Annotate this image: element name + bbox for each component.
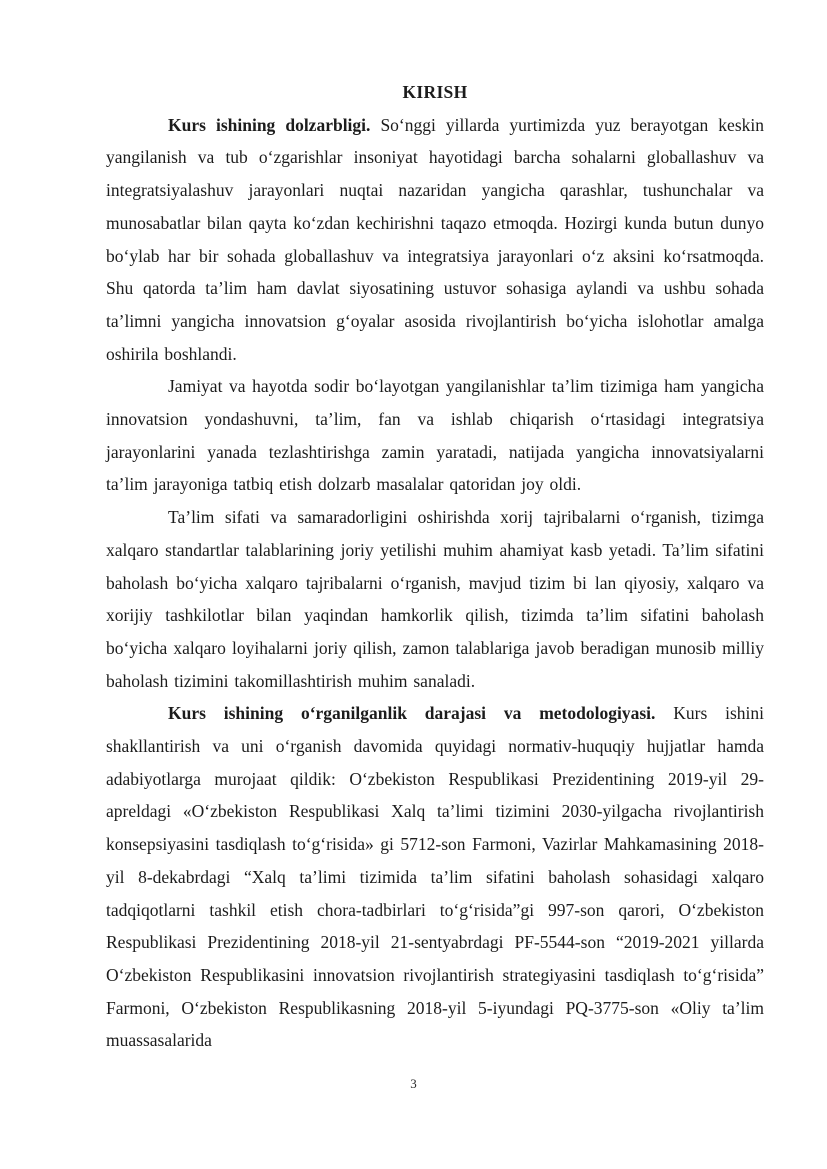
paragraph-text: Jamiyat va hayotda sodir boʻlayotgan yangilanishlar ta’lim tizimiga ham yangicha innovatsion yondashuvni, ta’lim, fan va ishlab chiqarish oʻrtasidagi integratsiya jarayonlarini yanada tezlashtirishga zamin yaratadi, natijada yangicha innovatsiyalarni ta’lim jarayoniga tatbiq etish dolzarb masalalar qatoridan joy oldi. <box>106 376 764 495</box>
paragraph-metodologiyasi <box>106 697 764 1057</box>
paragraph-jamiyat <box>106 370 764 501</box>
paragraph-text: Kurs ishini shakllantirish va uni oʻrganish davomida quyidagi normativ-huquqiy hujjatlar hamda adabiyotlarga murojaat qildik: Oʻzbekiston Respublikasi Prezidentining 2019-yil 29-apreldagi «Oʻzbekiston Respublikasi Xalq ta’limi tizimini 2030-yilgacha rivojlantirish konsepsiyasini tasdiqlash toʻgʻrisida» gi 5712-son Farmoni, Vazirlar Mahkamasining 2018-yil 8-dekabrdagi “Xalq ta’limi tizimida ta’lim sifatini baholash sohasidagi xalqaro tadqiqotlarni tashkil etish chora-tadbirlari toʻgʻrisida”gi 997-son qarori, Oʻzbekiston Respublikasi Prezidentining 2018-yil 21-sentyabrdagi PF-5544-son “2019-2021 yillarda Oʻzbekiston Respublikasini innovatsion rivojlantirish strategiyasini tasdiqlash toʻgʻrisida” Farmoni, Oʻzbekiston Respublikasning 2018-yil 5-iyundagi PQ-3775-son «Oliy ta’lim muassasalarida <box>106 703 764 1051</box>
paragraph-lead-bold: Kurs ishining dolzarbligi. <box>168 114 381 135</box>
paragraph-talim-sifati <box>106 501 764 697</box>
page-content <box>106 76 764 1057</box>
paragraph-text: Ta’lim sifati va samaradorligini oshirishda xorij tajribalarni oʻrganish, tizimga xalqaro standartlar talablarining joriy yetilishi muhim ahamiyat kasb yetadi. Ta’lim sifatini baholash boʻyicha xalqaro tajribalarni oʻrganish, mavjud tizim bi lan qiyosiy, xalqaro va xorijiy tashkilotlar bilan yaqindan hamkorlik qilish, tizimda ta’lim sifatini baholash boʻyicha xalqaro loyihalarni joriy qilish, zamon talablariga javob beradigan munosib milliy baholash tizimini takomillashtirish muhim sanaladi. <box>106 507 764 691</box>
paragraph-text: Soʻnggi yillarda yurtimizda yuz berayotgan keskin yangilanish va tub oʻzgarishlar insoniyat hayotidagi barcha sohalarni globallashuv va integratsiyalashuv jarayonlari nuqtai nazaridan yangicha qarashlar, tushunchalar va munosabatlar bilan qayta koʻzdan kechirishni taqazo etmoqda. Hozirgi kunda butun dunyo boʻylab har bir sohada globallashuv va integratsiya jarayonlari oʻz aksini koʻrsatmoqda. Shu qatorda ta’lim ham davlat siyosatining ustuvor sohasiga aylandi va ushbu sohada ta’limni yangicha innovatsion gʻoyalar asosida rivojlantirish boʻyicha islohotlar amalga oshirila boshlandi. <box>106 114 764 364</box>
paragraph-dolzarbligi <box>106 109 764 371</box>
page-number: 3 <box>410 1076 417 1091</box>
page-title: KIRISH <box>402 82 468 102</box>
paragraph-lead-bold: Kurs ishining oʻrganilganlik darajasi va metodologiyasi. <box>168 703 674 724</box>
